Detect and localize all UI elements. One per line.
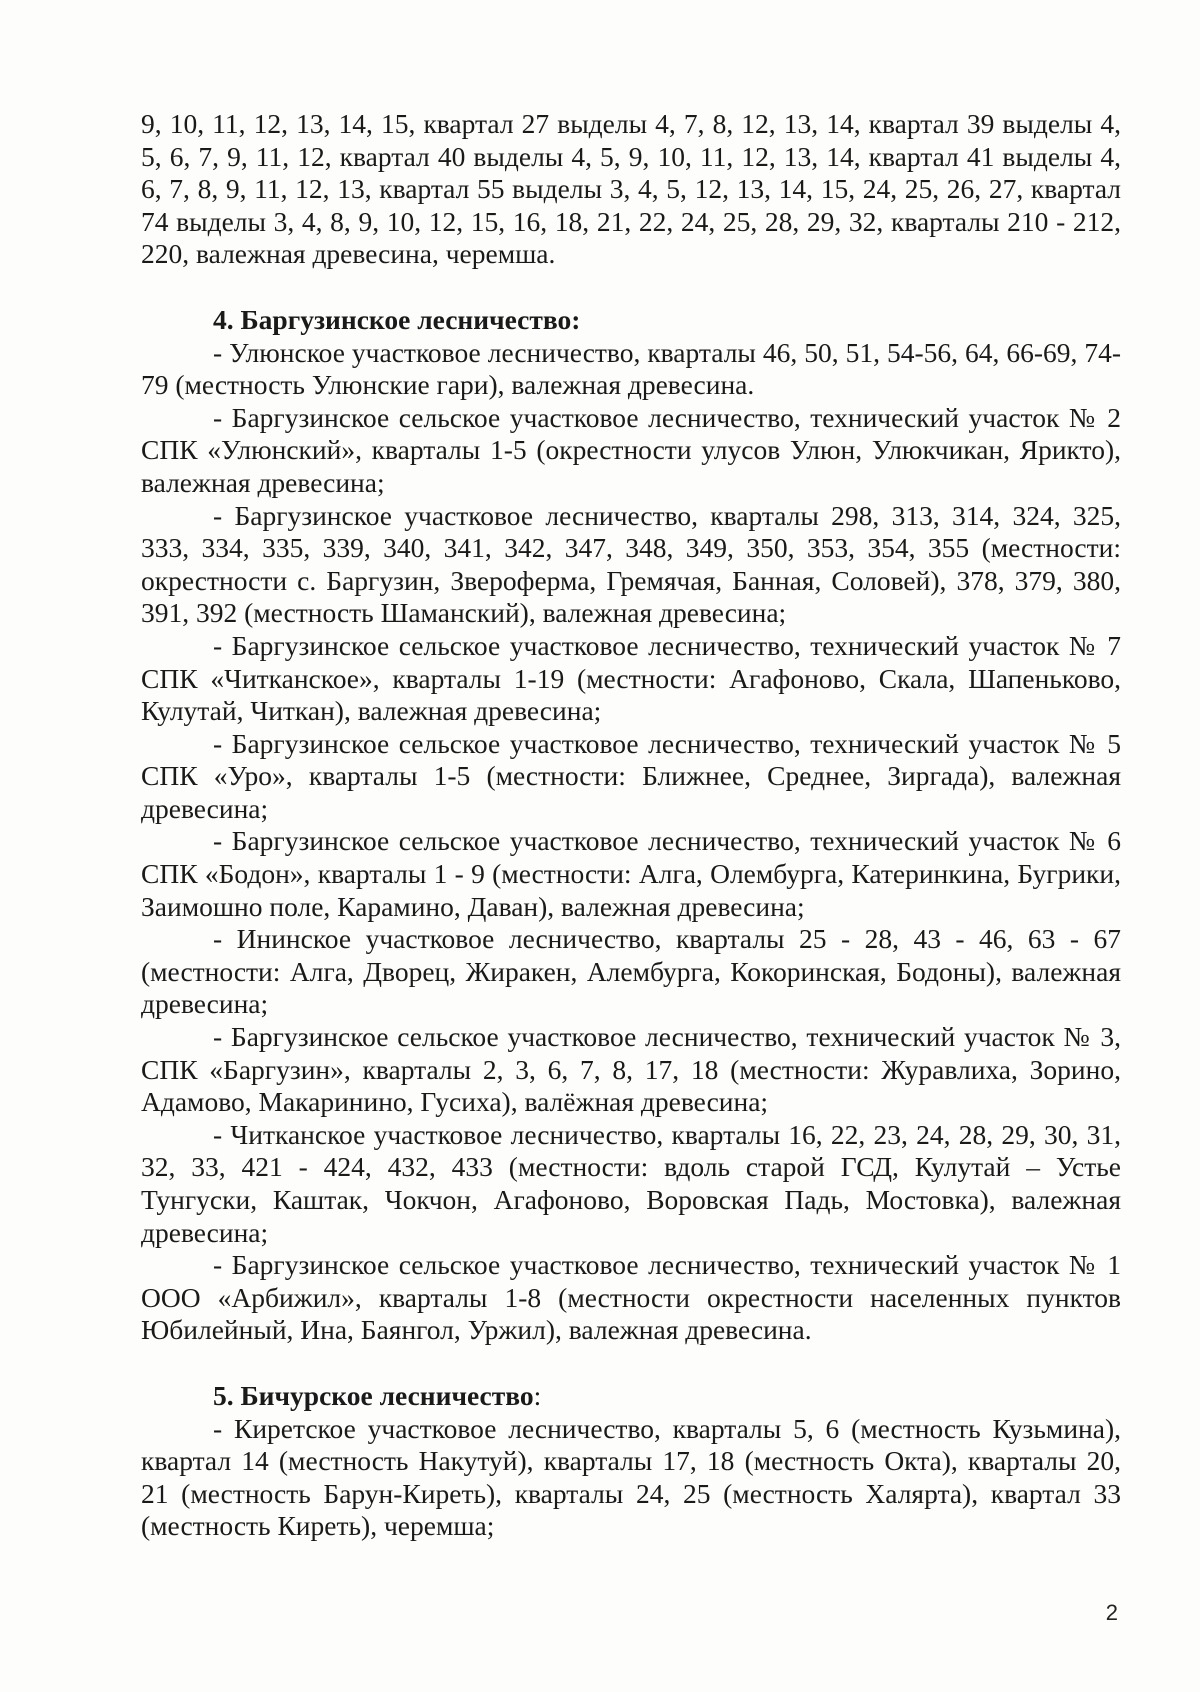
- section-5-heading: [141, 1380, 1121, 1413]
- section-4-heading-text: 4. Баргузинское лесничество:: [213, 303, 581, 335]
- section-4-item: - Ининское участковое лесничество, кварталы 25 - 28, 43 - 46, 63 - 67 (местности: Алга, Дворец, Жиракен, Алембурга, Кокоринская, Бодоны), валежная древесина;: [141, 923, 1121, 1020]
- section-4-heading: [141, 304, 1121, 337]
- section-4-item: - Читканское участковое лесничество, кварталы 16, 22, 23, 24, 28, 29, 30, 31, 32, 33, 421 - 424, 432, 433 (местности: вдоль старой ГСД, Кулутай – Устье Тунгуски, Каштак, Чокчон, Агафоново, Воровская Падь, Мостовка), валежная древесина;: [141, 1118, 1121, 1248]
- section-4-item: - Баргузинское сельское участковое лесничество, технический участок № 5 СПК «Уро», кварталы 1-5 (местности: Ближнее, Среднее, Зиргада), валежная древесина;: [141, 727, 1121, 824]
- section-4-item: - Баргузинское сельское участковое лесничество, технический участок № 3, СПК «Баргузин», кварталы 2, 3, 6, 7, 8, 17, 18 (местности: Журавлиха, Зорино, Адамово, Макаринино, Гусиха), валёжная древесина;: [141, 1021, 1121, 1118]
- section-4-item: - Баргузинское сельское участковое лесничество, технический участок № 7 СПК «Читканское», кварталы 1-19 (местности: Агафоново, Скала, Шапеньково, Кулутай, Читкан), валежная древесина;: [141, 629, 1121, 727]
- opening-paragraph: 9, 10, 11, 12, 13, 14, 15, квартал 27 выделы 4, 7, 8, 12, 13, 14, квартал 39 выделы 4, 5, 6, 7, 9, 11, 12, квартал 40 выделы 4, 5, 9, 10, 11, 12, 13, 14, квартал 41 выделы 4, 6, 7, 8, 9, 11, 12, 13, квартал 55 выделы 3, 4, 5, 12, 13, 14, 15, 24, 25, 26, 27, квартал 74 выделы 3, 4, 8, 9, 10, 12, 15, 16, 18, 21, 22, 24, 25, 28, 29, 32, кварталы 210 - 212, 220, валежная древесина, черемша.: [141, 108, 1121, 270]
- section-4-item: - Улюнское участковое лесничество, кварталы 46, 50, 51, 54-56, 64, 66-69, 74-79 (местность Улюнские гари), валежная древесина.: [141, 336, 1121, 401]
- section-4-item: - Баргузинское сельское участковое лесничество, технический участок № 1 ООО «Арбижил», кварталы 1-8 (местности окрестности населенных пунктов Юбилейный, Ина, Баянгол, Уржил), валежная древесина.: [141, 1249, 1121, 1346]
- section-5-heading-colon: :: [533, 1379, 542, 1411]
- section-4-item: - Баргузинское сельское участковое лесничество, технический участок № 6 СПК «Бодон», кварталы 1 - 9 (местности: Алга, Олембурга, Катеринкина, Бугрики, Заимошно поле, Карамино, Даван), валежная древесина;: [141, 825, 1121, 922]
- document-body: [141, 108, 1121, 1543]
- section-5-heading-text: 5. Бичурское лесничество: [213, 1379, 534, 1411]
- section-5-item: - Киретское участковое лесничество, кварталы 5, 6 (местность Кузьмина), квартал 14 (местность Накутуй), кварталы 17, 18 (местность Окта), кварталы 20, 21 (местность Барун-Киреть), кварталы 24, 25 (местность Халярта), квартал 33 (местность Киреть), черемша;: [141, 1412, 1121, 1542]
- page-number: 2: [1105, 1600, 1118, 1625]
- section-4-item: - Баргузинское сельское участковое лесничество, технический участок № 2 СПК «Улюнский», кварталы 1-5 (окрестности улусов Улюн, Улюкчикан, Ярикто), валежная древесина;: [141, 401, 1121, 498]
- section-4-item: - Баргузинское участковое лесничество, кварталы 298, 313, 314, 324, 325, 333, 334, 335, 339, 340, 341, 342, 347, 348, 349, 350, 353, 354, 355 (местности: окрестности с. Баргузин, Звероферма, Гремячая, Банная, Соловей), 378, 379, 380, 391, 392 (местность Шаманский), валежная древесина;: [141, 499, 1121, 629]
